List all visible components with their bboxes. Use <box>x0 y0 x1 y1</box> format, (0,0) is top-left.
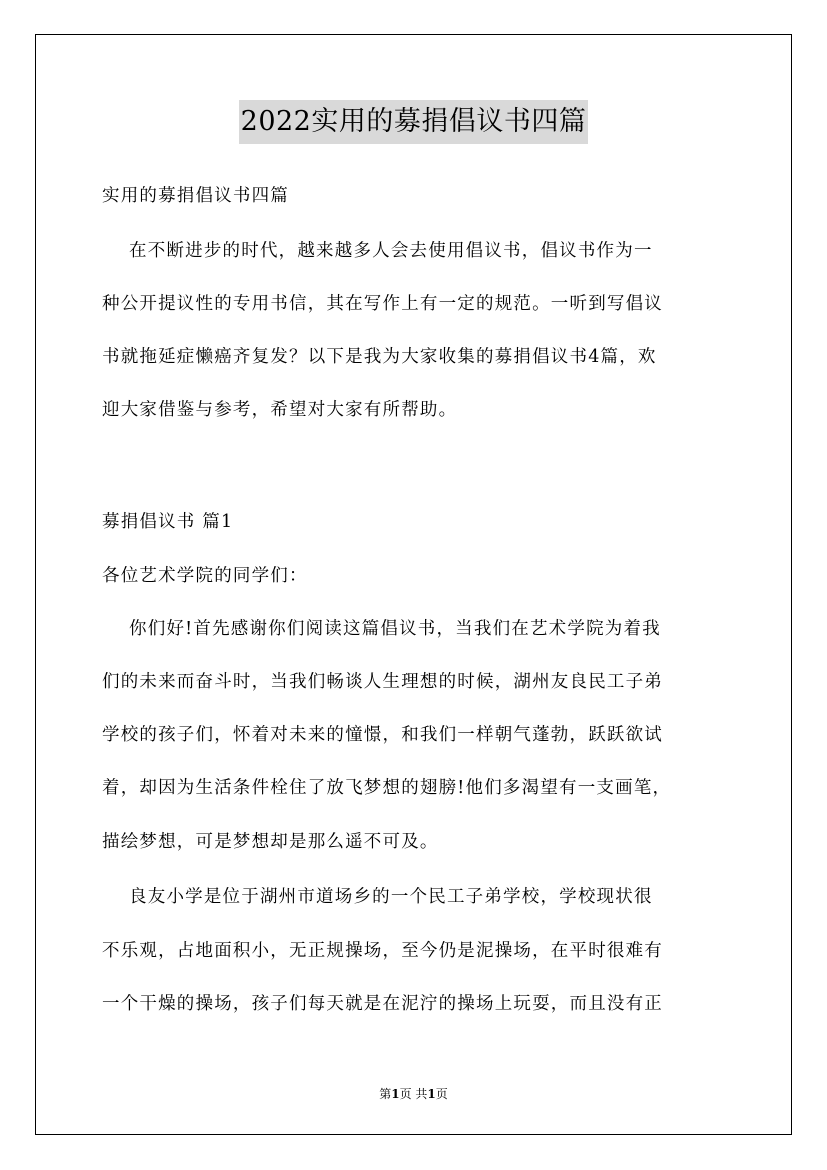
paragraph-2-line-1: 良友小学是位于湖州市道场乡的一个民工子弟学校，学校现状很 <box>102 887 653 907</box>
subtitle-line: 实用的募捐倡议书四篇 <box>102 186 289 206</box>
paragraph-1-line-2: 们的未来而奋斗时，当我们畅谈人生理想的时候，湖州友良民工子弟 <box>102 672 663 692</box>
intro-line-4: 迎大家借鉴与参考，希望对大家有所帮助。 <box>102 400 458 420</box>
paragraph-2-line-2: 不乐观，占地面积小，无正规操场，至今仍是泥操场，在平时很难有 <box>102 941 663 961</box>
paragraph-1-line-4: 着，却因为生活条件栓住了放飞梦想的翅膀!他们多渴望有一支画笔， <box>102 778 672 798</box>
paragraph-1-line-5: 描绘梦想，可是梦想却是那么遥不可及。 <box>102 832 439 852</box>
intro-line-1: 在不断进步的时代，越来越多人会去使用倡议书，倡议书作为一 <box>102 241 653 261</box>
paragraph-2-line-3: 一个干燥的操场，孩子们每天就是在泥泞的操场上玩耍，而且没有正 <box>102 994 663 1014</box>
intro-line-2: 种公开提议性的专用书信，其在写作上有一定的规范。一听到写倡议 <box>102 294 663 314</box>
page-total-number: 1 <box>427 1087 436 1101</box>
page-label-mid: 页 共 <box>399 1087 428 1101</box>
intro-line-3: 书就拖延症懒癌齐复发？以下是我为大家收集的募捐倡议书4篇，欢 <box>102 347 657 367</box>
paragraph-1-line-1: 你们好!首先感谢你们阅读这篇倡议书，当我们在艺术学院为着我 <box>102 619 661 639</box>
paragraph-1-line-3: 学校的孩子们，怀着对未来的憧憬，和我们一样朝气蓬勃，跃跃欲试 <box>102 725 663 745</box>
page-label-suffix: 页 <box>435 1087 448 1101</box>
document-title: 2022实用的募捐倡议书四篇 <box>239 100 589 144</box>
page-label-prefix: 第 <box>379 1087 392 1101</box>
page-current-number: 1 <box>391 1087 400 1101</box>
page-footer <box>0 1085 827 1102</box>
title-container <box>0 100 827 144</box>
section-heading: 募捐倡议书 篇1 <box>102 512 234 532</box>
salutation: 各位艺术学院的同学们： <box>102 566 308 586</box>
